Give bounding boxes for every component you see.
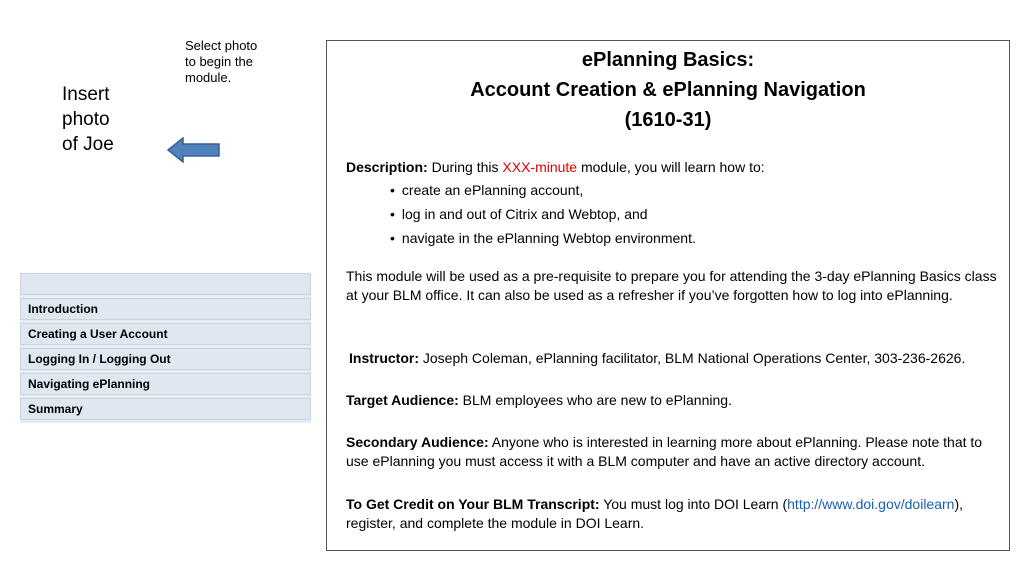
- objective-item: • log in and out of Citrix and Webtop, and: [390, 202, 696, 226]
- photo-line-2: photo: [62, 109, 110, 130]
- objective-item: • navigate in the ePlanning Webtop environment.: [390, 226, 696, 250]
- menu-item-creating-account[interactable]: Creating a User Account: [20, 323, 311, 345]
- menu-item-navigating[interactable]: Navigating ePlanning: [20, 373, 311, 395]
- title-line-1: ePlanning Basics:: [581, 49, 755, 71]
- instructor-value: Joseph Coleman, ePlanning facilitator, BLM National Operations Center, 303-236-2626.: [419, 350, 966, 366]
- objectives-list: [390, 178, 696, 250]
- secondary-audience-value: Anyone who is interested in learning more about ePlanning. Please note that to use ePlanning you must access it with a BLM computer and have an active directory account.: [346, 434, 983, 469]
- photo-line-3: of Joe: [62, 134, 114, 155]
- doi-learn-link[interactable]: http://www.doi.gov/doilearn: [787, 496, 955, 512]
- description-text: [346, 158, 997, 177]
- menu-item-introduction[interactable]: Introduction: [20, 298, 311, 320]
- module-menu: [20, 273, 311, 423]
- description-pre: During this: [427, 159, 503, 175]
- title-line-2: Account Creation & ePlanning Navigation: [470, 79, 866, 101]
- credit-post: ), register, and complete the module in DOI Learn.: [346, 496, 964, 531]
- target-audience-value: BLM employees who are new to ePlanning.: [458, 392, 732, 408]
- description-label: Description:: [346, 159, 428, 175]
- credit-pre: You must log into DOI Learn (: [599, 496, 788, 512]
- instructor-text: [349, 349, 997, 368]
- hint-line-3: module.: [185, 70, 232, 85]
- instructor-label: Instructor:: [349, 350, 419, 366]
- left-arrow-icon: [167, 137, 221, 163]
- module-purpose-text: This module will be used as a pre-requisite to prepare you for attending the 3-day ePlanning Basics class at your BLM office. It can also be used as a refresher if you’ve forgotten how to log into ePlanning.: [346, 268, 997, 303]
- target-audience-text: [346, 391, 997, 410]
- objective-item: • create an ePlanning account,: [390, 178, 696, 202]
- credit-text: [346, 495, 997, 533]
- secondary-audience-text: [346, 433, 997, 471]
- description-post: module, you will learn how to:: [577, 159, 765, 175]
- photo-line-1: Insert: [62, 84, 110, 105]
- hint-line-1: Select photo: [185, 38, 258, 53]
- hint-line-2: to begin the: [185, 54, 253, 69]
- duration-highlight: XXX-minute: [502, 159, 578, 175]
- secondary-audience-label: Secondary Audience:: [346, 434, 489, 450]
- menu-item-summary[interactable]: Summary: [20, 398, 311, 420]
- title-line-3: (1610-31): [624, 109, 712, 131]
- select-photo-hint: [185, 38, 275, 86]
- photo-placeholder[interactable]: [62, 82, 142, 157]
- credit-label: To Get Credit on Your BLM Transcript:: [346, 496, 600, 512]
- menu-item-logging-in-out[interactable]: Logging In / Logging Out: [20, 348, 311, 370]
- module-description-panel: [326, 40, 1010, 551]
- module-title: [327, 45, 1009, 135]
- target-audience-label: Target Audience:: [346, 392, 459, 408]
- menu-header: [20, 273, 311, 295]
